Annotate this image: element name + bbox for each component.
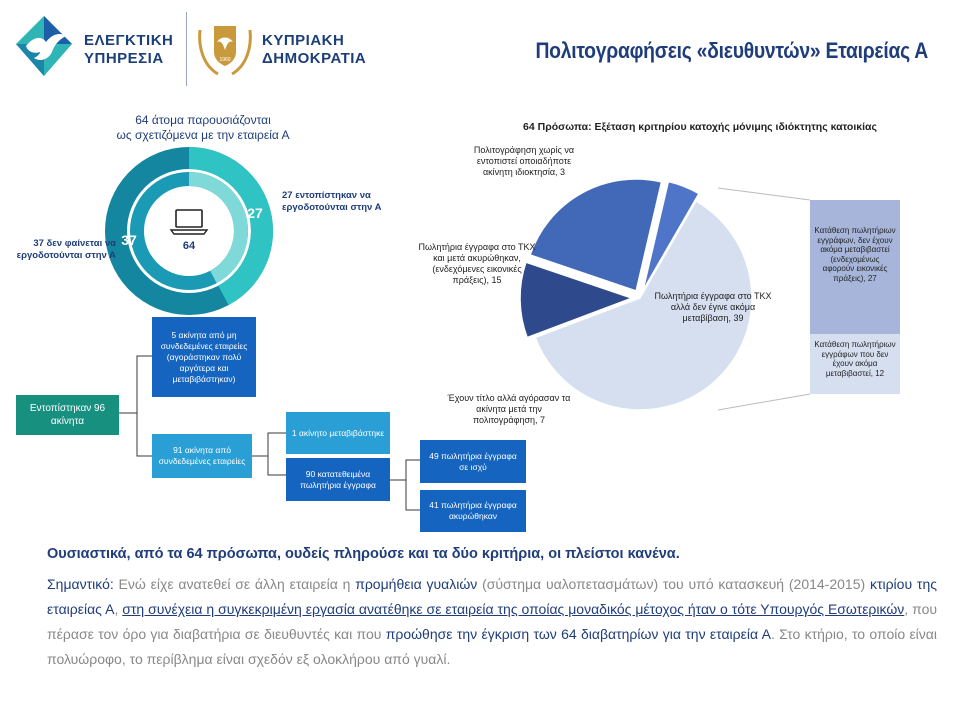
logo-right-line2: ΔΗΜΟΚΡΑΤΙΑ bbox=[262, 50, 367, 67]
emblem-year: 1960 bbox=[219, 57, 231, 63]
donut-caption-line1: 64 άτομα παρουσιάζονται bbox=[135, 113, 271, 127]
page-title: Πολιτογραφήσεις «διευθυντών» Εταιρείας Α bbox=[535, 38, 928, 63]
donut-left-note-line1: 37 δεν φαίνεται να bbox=[33, 238, 116, 249]
flow-cancelled-box: 41 πωλητήρια έγγραφα ακυρώθηκαν bbox=[420, 490, 526, 532]
flow-deposited-box: 90 κατατεθειμένα πωλητήρια έγγραφα bbox=[286, 458, 390, 501]
para-t1: Ενώ είχε ανατεθεί σε άλλη εταιρεία η bbox=[113, 576, 356, 592]
logo-right-line1: ΚΥΠΡΙΑΚΗ bbox=[262, 32, 345, 49]
donut-caption-line2: ως σχετιζόμενα με την εταιρεία Α bbox=[116, 128, 290, 142]
bar-label-27: Κατάθεση πωλητήριων εγγράφων, δεν έχουν ακόμα μεταβιβαστεί (ενδεχομένως αφορούν εικονικές πράξεις), 27 bbox=[814, 226, 896, 283]
connector-top bbox=[718, 188, 810, 200]
flow-valid-box: 49 πωλητήρια έγγραφα σε ισχύ bbox=[420, 440, 526, 483]
para-lead: Σημαντικό: bbox=[47, 576, 114, 592]
para-b3: προώθησε την έγκριση των 64 διαβατηρίων για την εταιρεία Α bbox=[385, 626, 771, 642]
donut-left-note-line2: εργοδοτούνται στην Α bbox=[16, 250, 116, 261]
para-t3: , bbox=[114, 601, 123, 617]
summary-text: Ουσιαστικά, από τα 64 πρόσωπα, ουδείς πληρούσε και τα δύο κριτήρια, οι πλείστοι κανένα. bbox=[47, 546, 680, 562]
para-t5: . Στο κτήριο, το οποίο είναι πολυώροφο, το περίβλημα είναι σχεδόν εξ ολοκλήρου από γυαλί. bbox=[47, 626, 937, 667]
pie-label-none: Πολιτογράφηση χωρίς να εντοπιστεί οποιαδήποτε ακίνητη ιδιοκτησία, 3 bbox=[473, 145, 575, 177]
pie-label-cancelled: Πωλητήρια έγγραφα στο ΤΚΧ και μετά ακυρώθηκαν, (ενδεχόμενες εικονικές πράξεις), 15 bbox=[418, 242, 536, 285]
logo-left-line2: ΥΠΗΡΕΣΙΑ bbox=[84, 50, 164, 67]
para-u1: στη συνέχεια η συγκεκριμένη εργασία ανατέθηκε σε εταιρεία της οποίας μοναδικός μέτοχος ήταν ο τότε Υπουργός Εσωτερικών bbox=[122, 601, 905, 617]
donut-inner-value: 37 bbox=[121, 232, 137, 248]
pie-label-title-after: Έχουν τίτλο αλλά αγόρασαν τα ακίνητα μετά την πολιτογράφηση, 7 bbox=[447, 393, 571, 425]
connector-bottom bbox=[718, 394, 810, 410]
donut-right-note-line1: 27 εντοπίστηκαν να bbox=[282, 190, 371, 201]
para-b2: κτιρίου της εταιρείας Α bbox=[47, 576, 937, 617]
donut-right-note-line2: εργοδοτούνται στην Α bbox=[282, 202, 382, 213]
para-t2: (σύστημα υαλοπετασμάτων) του υπό κατασκευή (2014-2015) bbox=[477, 576, 870, 592]
para-t4: , που πέρασε τον όρο για διαβατήρια σε διευθυντές και που bbox=[47, 601, 938, 642]
important-paragraph bbox=[47, 572, 937, 672]
donut-center-value: 64 bbox=[182, 240, 196, 252]
pie-title: 64 Πρόσωπα: Εξέταση κριτηρίου κατοχής μόνιμης ιδιόκτητης κατοικίας bbox=[523, 121, 877, 133]
flow-transferred-box: 1 ακίνητο μεταβιβάστηκε bbox=[286, 412, 390, 454]
flow-unrelated-box: 5 ακίνητα από μη συνδεδεμένες εταιρείες (αγοράστηκαν πολύ αργότερα και μεταβιβάστηκαν) bbox=[152, 317, 256, 397]
para-b1: προμήθεια γυαλιών bbox=[355, 576, 478, 592]
bar-label-12: Κατάθεση πωλητήριων εγγράφων που δεν έχουν ακόμα μεταβιβαστεί, 12 bbox=[814, 340, 896, 378]
logo-left-line1: ΕΛΕΓΚΤΙΚΗ bbox=[84, 32, 174, 49]
donut-outer-value: 27 bbox=[247, 205, 263, 221]
flow-root-box: Εντοπίστηκαν 96 ακίνητα bbox=[16, 395, 119, 435]
pie-label-main: Πωλητήρια έγγραφα στο ΤΚΧ αλλά δεν έγινε ακόμα μεταβίβαση, 39 bbox=[654, 291, 772, 323]
flow-related-box: 91 ακίνητα από συνδεδεμένες εταιρείες bbox=[152, 434, 252, 478]
